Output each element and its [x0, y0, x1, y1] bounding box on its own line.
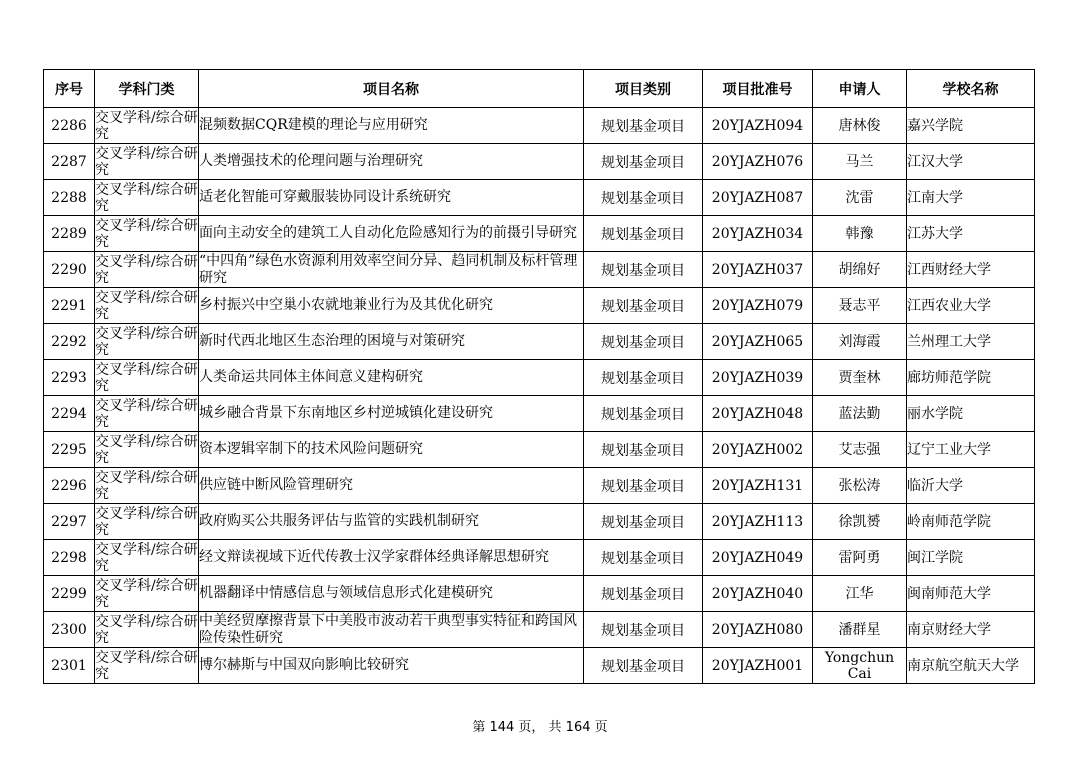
cell-approval-no: 20YJAZH094 [703, 108, 813, 144]
table-row [44, 108, 1035, 144]
table-row [44, 432, 1035, 468]
cell-school: 南京航空航天大学 [907, 648, 1035, 684]
cell-no: 2295 [44, 432, 95, 468]
header-project-name: 项目名称 [199, 70, 584, 108]
cell-approval-no: 20YJAZH049 [703, 540, 813, 576]
cell-approval-no: 20YJAZH079 [703, 288, 813, 324]
cell-applicant: 马兰 [813, 144, 907, 180]
cell-discipline: 交叉学科/综合研究 [95, 325, 198, 358]
cell-discipline: 交叉学科/综合研究 [95, 289, 198, 322]
cell-no: 2291 [44, 288, 95, 324]
cell-approval-no: 20YJAZH131 [703, 468, 813, 504]
cell-school: 江汉大学 [907, 144, 1035, 180]
cell-project-type: 规划基金项目 [584, 612, 703, 648]
cell-approval-no: 20YJAZH001 [703, 648, 813, 684]
cell-approval-no: 20YJAZH002 [703, 432, 813, 468]
cell-no: 2298 [44, 540, 95, 576]
cell-no: 2299 [44, 576, 95, 612]
cell-school: 岭南师范学院 [907, 504, 1035, 540]
table-row [44, 252, 1035, 288]
cell-approval-no: 20YJAZH040 [703, 576, 813, 612]
cell-no: 2296 [44, 468, 95, 504]
cell-no: 2288 [44, 180, 95, 216]
cell-approval-no: 20YJAZH065 [703, 324, 813, 360]
header-row [44, 70, 1035, 108]
table-row [44, 540, 1035, 576]
cell-project-name: 供应链中断风险管理研究 [199, 468, 584, 504]
cell-school: 闽南师范大学 [907, 576, 1035, 612]
cell-no: 2301 [44, 648, 95, 684]
cell-applicant: 聂志平 [813, 288, 907, 324]
cell-applicant: 唐林俊 [813, 108, 907, 144]
cell-no: 2294 [44, 396, 95, 432]
cell-school: 闽江学院 [907, 540, 1035, 576]
cell-school: 兰州理工大学 [907, 324, 1035, 360]
cell-project-name: 乡村振兴中空巢小农就地兼业行为及其优化研究 [199, 288, 584, 324]
cell-project-type: 规划基金项目 [584, 432, 703, 468]
cell-project-name: 经文辩读视域下近代传教士汉学家群体经典译解思想研究 [199, 540, 584, 576]
cell-approval-no: 20YJAZH080 [703, 612, 813, 648]
cell-applicant: 胡绵好 [813, 252, 907, 288]
cell-approval-no: 20YJAZH048 [703, 396, 813, 432]
cell-school: 江苏大学 [907, 216, 1035, 252]
cell-no: 2289 [44, 216, 95, 252]
cell-project-type: 规划基金项目 [584, 540, 703, 576]
cell-project-name: 适老化智能可穿戴服装协同设计系统研究 [199, 180, 584, 216]
cell-discipline: 交叉学科/综合研究 [95, 613, 198, 646]
cell-project-name: 人类命运共同体主体间意义建构研究 [199, 360, 584, 396]
cell-school: 江南大学 [907, 180, 1035, 216]
table-row [44, 612, 1035, 648]
cell-approval-no: 20YJAZH037 [703, 252, 813, 288]
cell-applicant: 贾奎林 [813, 360, 907, 396]
cell-applicant: 徐凯赟 [813, 504, 907, 540]
cell-approval-no: 20YJAZH113 [703, 504, 813, 540]
cell-no: 2286 [44, 108, 95, 144]
cell-school: 廊坊师范学院 [907, 360, 1035, 396]
cell-project-name: 机器翻译中情感信息与领域信息形式化建模研究 [199, 576, 584, 612]
cell-applicant: 蓝法勤 [813, 396, 907, 432]
cell-school: 南京财经大学 [907, 612, 1035, 648]
header-approval-no: 项目批准号 [703, 70, 813, 108]
table-row [44, 468, 1035, 504]
cell-applicant: 沈雷 [813, 180, 907, 216]
cell-applicant: 韩豫 [813, 216, 907, 252]
header-school: 学校名称 [907, 70, 1035, 108]
cell-applicant: 雷阿勇 [813, 540, 907, 576]
cell-no: 2292 [44, 324, 95, 360]
cell-discipline: 交叉学科/综合研究 [95, 397, 198, 430]
cell-project-type: 规划基金项目 [584, 396, 703, 432]
table-row [44, 504, 1035, 540]
header-applicant: 申请人 [813, 70, 907, 108]
cell-school: 丽水学院 [907, 396, 1035, 432]
cell-applicant: 艾志强 [813, 432, 907, 468]
cell-no: 2297 [44, 504, 95, 540]
cell-applicant: 刘海霞 [813, 324, 907, 360]
cell-school: 江西财经大学 [907, 252, 1035, 288]
cell-project-name: 博尔赫斯与中国双向影响比较研究 [199, 648, 584, 684]
cell-discipline: 交叉学科/综合研究 [95, 253, 198, 286]
table-body [44, 108, 1035, 684]
table-row [44, 360, 1035, 396]
cell-project-name: 资本逻辑宰制下的技术风险问题研究 [199, 432, 584, 468]
cell-school: 临沂大学 [907, 468, 1035, 504]
table-row [44, 396, 1035, 432]
page-number: 第 144 页， 共 164 页 [472, 720, 608, 735]
cell-discipline: 交叉学科/综合研究 [95, 217, 198, 250]
cell-project-type: 规划基金项目 [584, 360, 703, 396]
table-row [44, 648, 1035, 684]
cell-discipline: 交叉学科/综合研究 [95, 505, 198, 538]
cell-school: 辽宁工业大学 [907, 432, 1035, 468]
table-row [44, 144, 1035, 180]
header-no: 序号 [44, 70, 95, 108]
cell-project-type: 规划基金项目 [584, 648, 703, 684]
cell-discipline: 交叉学科/综合研究 [95, 469, 198, 502]
cell-no: 2290 [44, 252, 95, 288]
cell-project-type: 规划基金项目 [584, 216, 703, 252]
cell-project-type: 规划基金项目 [584, 324, 703, 360]
header-project-type: 项目类别 [584, 70, 703, 108]
cell-project-name: 混频数据CQR建模的理论与应用研究 [199, 108, 584, 144]
cell-project-type: 规划基金项目 [584, 144, 703, 180]
header-discipline: 学科门类 [95, 70, 199, 108]
cell-project-name: “中四角”绿色水资源利用效率空间分异、趋同机制及标杆管理研究 [199, 252, 584, 288]
table-row [44, 576, 1035, 612]
cell-applicant: Yongchun Cai [813, 648, 907, 684]
cell-project-name: 中美经贸摩擦背景下中美股市波动若干典型事实特征和跨国风险传染性研究 [199, 612, 584, 648]
cell-no: 2287 [44, 144, 95, 180]
cell-approval-no: 20YJAZH076 [703, 144, 813, 180]
cell-project-name: 人类增强技术的伦理问题与治理研究 [199, 144, 584, 180]
cell-project-type: 规划基金项目 [584, 576, 703, 612]
table-row [44, 180, 1035, 216]
cell-project-type: 规划基金项目 [584, 180, 703, 216]
cell-project-name: 新时代西北地区生态治理的困境与对策研究 [199, 324, 584, 360]
cell-discipline: 交叉学科/综合研究 [95, 433, 198, 466]
cell-applicant: 江华 [813, 576, 907, 612]
cell-discipline: 交叉学科/综合研究 [95, 145, 198, 178]
cell-discipline: 交叉学科/综合研究 [95, 361, 198, 394]
cell-approval-no: 20YJAZH039 [703, 360, 813, 396]
cell-no: 2293 [44, 360, 95, 396]
table-row [44, 216, 1035, 252]
cell-discipline: 交叉学科/综合研究 [95, 181, 198, 214]
cell-applicant: 潘群星 [813, 612, 907, 648]
cell-approval-no: 20YJAZH087 [703, 180, 813, 216]
cell-project-type: 规划基金项目 [584, 252, 703, 288]
cell-school: 江西农业大学 [907, 288, 1035, 324]
cell-applicant: 张松涛 [813, 468, 907, 504]
cell-school: 嘉兴学院 [907, 108, 1035, 144]
cell-project-type: 规划基金项目 [584, 468, 703, 504]
cell-project-type: 规划基金项目 [584, 108, 703, 144]
cell-project-type: 规划基金项目 [584, 504, 703, 540]
cell-discipline: 交叉学科/综合研究 [95, 109, 198, 142]
cell-no: 2300 [44, 612, 95, 648]
cell-approval-no: 20YJAZH034 [703, 216, 813, 252]
project-table [43, 69, 1035, 684]
cell-project-type: 规划基金项目 [584, 288, 703, 324]
table-row [44, 324, 1035, 360]
table-row [44, 288, 1035, 324]
cell-project-name: 城乡融合背景下东南地区乡村逆城镇化建设研究 [199, 396, 584, 432]
cell-discipline: 交叉学科/综合研究 [95, 541, 198, 574]
cell-discipline: 交叉学科/综合研究 [95, 577, 198, 610]
cell-project-name: 面向主动安全的建筑工人自动化危险感知行为的前摄引导研究 [199, 216, 584, 252]
cell-discipline: 交叉学科/综合研究 [95, 649, 198, 682]
cell-project-name: 政府购买公共服务评估与监管的实践机制研究 [199, 504, 584, 540]
